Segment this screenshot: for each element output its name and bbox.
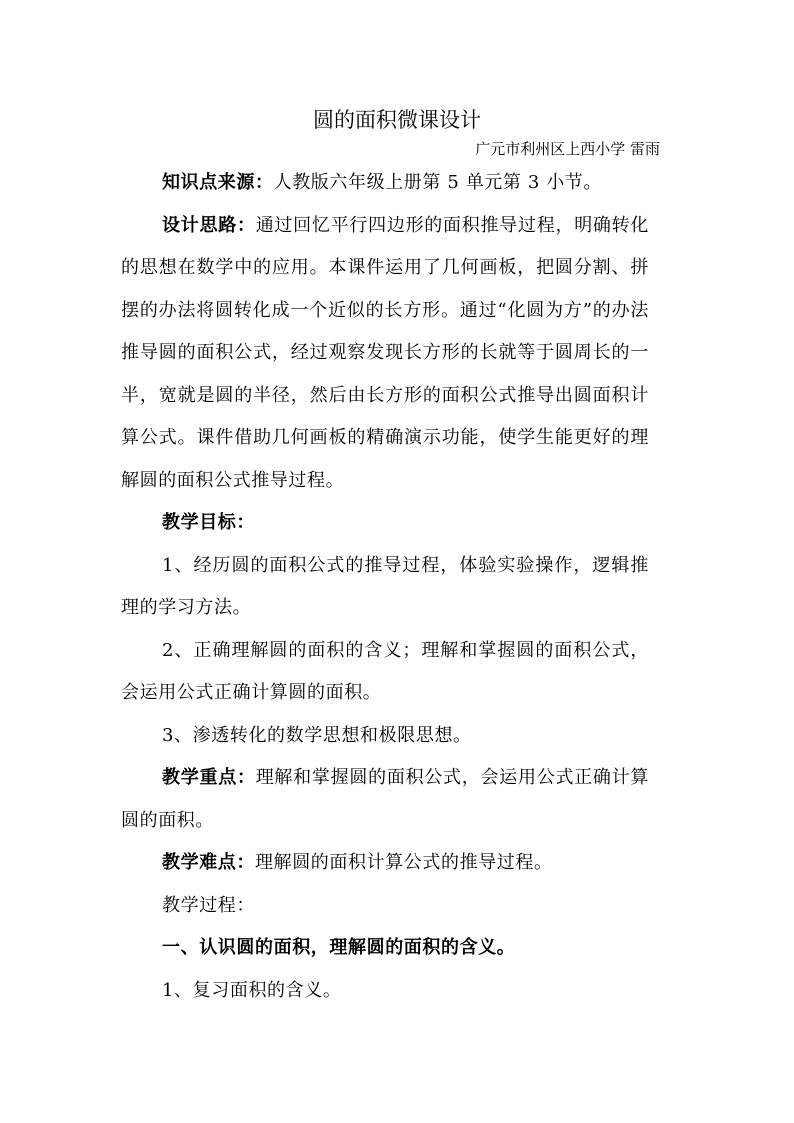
- goal-item-3: 3、渗透转化的数学思想和极限思想。: [162, 724, 472, 746]
- idea-text: 通过回忆平行四边形的面积推导过程，明确转化的思想在数学中的应用。本课件运用了几何画板，把圆分割、拼摆的办法将圆转化成一个近似的长方形。通过“化圆为方”的办法推导圆的面积公式，经过观察发现长方形的长就等于圆周长的一半，宽就是圆的半径，然后由长方形的面积公式推导出圆面积计算公式。课件借助几何画板的精确演示功能，使学生能更好的理解圆的面积公式推导过程。: [121, 214, 649, 491]
- goal-item-2: 2、正确理解圆的面积的含义；理解和掌握圆的面积公式，会运用公式正确计算圆的面积。: [121, 639, 649, 703]
- key-point-label: 教学重点：: [162, 767, 256, 788]
- idea-label: 设计思路：: [162, 214, 256, 236]
- key-point-paragraph: [121, 757, 649, 842]
- idea-paragraph: [121, 205, 649, 503]
- goals-heading: 教学目标：: [162, 512, 255, 533]
- author-line: 广元市利州区上西小学 雷雨: [475, 140, 660, 158]
- source-paragraph: [121, 162, 649, 205]
- section-1-heading: 一、认识圆的面积，理解圆的面积的含义。: [162, 937, 516, 958]
- document-body: [121, 162, 649, 1012]
- difficulty-paragraph: [121, 842, 649, 885]
- source-text: 人教版六年级上册第 5 单元第 3 小节。: [273, 172, 602, 193]
- process-item-1: 1、复习面积的含义。: [162, 979, 342, 1001]
- goal-item-1: 1、经历圆的面积公式的推导过程，体验实验操作，逻辑推理的学习方法。: [121, 554, 649, 618]
- difficulty-label: 教学难点：: [162, 852, 255, 873]
- source-label: 知识点来源：: [162, 172, 274, 193]
- document-title: 圆的面积微课设计: [313, 108, 481, 132]
- key-point-text: 理解和掌握圆的面积公式，会运用公式正确计算圆的面积。: [121, 767, 649, 831]
- process-heading: 教学过程：: [162, 894, 255, 916]
- difficulty-text: 理解圆的面积计算公式的推导过程。: [255, 852, 553, 873]
